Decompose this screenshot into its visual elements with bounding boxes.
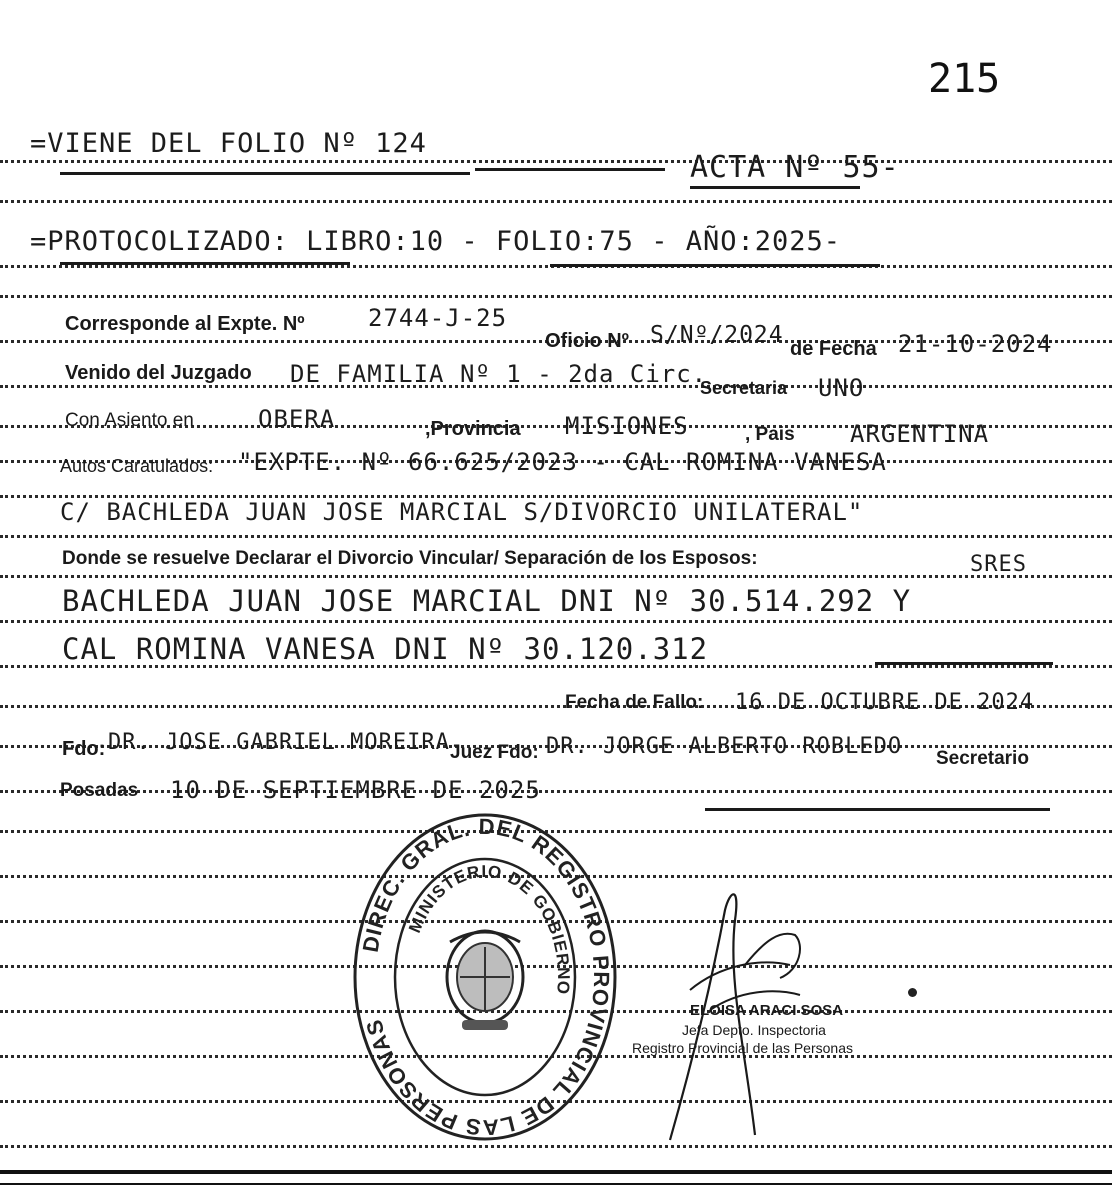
header-protocolizado: =PROTOCOLIZADO: LIBRO:10 - FOLIO:75 - AÑO:2025-: [30, 226, 842, 257]
underline: [690, 186, 860, 189]
asiento-label: Con Asiento en: [65, 410, 194, 431]
underline: [550, 264, 880, 267]
dotted-line: [0, 200, 1112, 203]
oficio-label: Oficio Nº: [545, 330, 629, 352]
autos-value-line1: "EXPTE. Nº 66.625/2023 - CAL ROMINA VANESA: [238, 448, 887, 476]
juzgado-label: Venido del Juzgado: [65, 362, 252, 384]
provincia-value: MISIONES: [565, 412, 689, 440]
juez-fdo-label: Juez Fdo:: [450, 742, 539, 763]
fallo-value: 16 DE OCTUBRE DE 2024: [735, 690, 1035, 715]
autos-label: Autos Caratulados:: [60, 456, 214, 476]
secretario-label: Secretario: [936, 748, 1029, 769]
posadas-value: 10 DE SEPTIEMBRE DE 2025: [170, 776, 541, 804]
dash-line: [705, 808, 1050, 811]
signatory-name: ELOISA ARACI SOSA: [690, 1002, 844, 1019]
provincia-label: ,Provincia: [425, 418, 521, 440]
seal-inner-text: MINISTERIO DE GOBIERNO: [405, 861, 574, 996]
dotted-line: [0, 790, 1112, 793]
dotted-line: [0, 535, 1112, 538]
signatory-role: Jefa Depto. Inspectoria: [682, 1022, 826, 1038]
dotted-line: [0, 160, 1112, 163]
oficio-value: S/Nº/2024: [650, 322, 784, 348]
juzgado-value: DE FAMILIA Nº 1 - 2da Circ.: [290, 360, 708, 388]
dotted-line: [0, 295, 1112, 298]
header-viene-del-folio: =VIENE DEL FOLIO Nº 124: [30, 128, 427, 159]
resuelve-value-line1: BACHLEDA JUAN JOSE MARCIAL DNI Nº 30.514.292 Y: [62, 584, 912, 618]
header-acta: ACTA Nº 55-: [690, 150, 900, 185]
bottom-rule: [0, 1183, 1112, 1185]
fdo-label: Fdo:: [62, 738, 106, 760]
coat-of-arms-icon: [447, 931, 523, 1030]
dash-line: [475, 168, 665, 171]
pais-value: ARGENTINA: [850, 420, 990, 448]
fallo-label: Fecha de Fallo:: [565, 692, 704, 713]
expte-label: Corresponde al Expte. Nº: [65, 313, 305, 335]
expte-value: 2744-J-25: [368, 304, 508, 332]
pais-label: , Pais: [745, 424, 795, 445]
ink-dot: [908, 988, 917, 997]
folio-number: 215: [928, 56, 1001, 102]
secretaria-label: Secretaria: [700, 378, 788, 398]
official-seal: [350, 812, 620, 1142]
fdo-juez: DR. JOSE GABRIEL MOREIRA: [108, 730, 450, 755]
resuelve-value-sres: SRES: [970, 552, 1027, 577]
underline: [60, 172, 470, 175]
dash-line: [875, 662, 1053, 665]
resuelve-value-line2: CAL ROMINA VANESA DNI Nº 30.120.312: [62, 632, 709, 666]
signatory-office: Registro Provincial de las Personas: [632, 1040, 853, 1056]
dotted-line: [0, 1145, 1112, 1148]
fecha-label: de Fecha: [790, 338, 877, 360]
secretaria-value: UNO: [818, 374, 865, 402]
underline: [60, 262, 350, 265]
bottom-rule: [0, 1170, 1112, 1174]
fecha-value: 21-10-2024: [898, 330, 1053, 358]
posadas-label: Posadas: [60, 780, 139, 801]
autos-value-line2: C/ BACHLEDA JUAN JOSE MARCIAL S/DIVORCIO UNILATERAL": [60, 498, 864, 526]
seal-outer-text: DIREC. GRAL. DEL REGISTRO PROVINCIAL DE LAS PERSONAS: [357, 813, 615, 1141]
resuelve-label: Donde se resuelve Declarar el Divorcio Vincular/ Separación de los Esposos:: [62, 548, 758, 569]
fdo-secretario: DR. JORGE ALBERTO ROBLEDO: [546, 734, 903, 759]
dotted-line: [0, 620, 1112, 623]
asiento-value: OBERA: [258, 405, 336, 433]
dotted-line: [0, 575, 1112, 578]
